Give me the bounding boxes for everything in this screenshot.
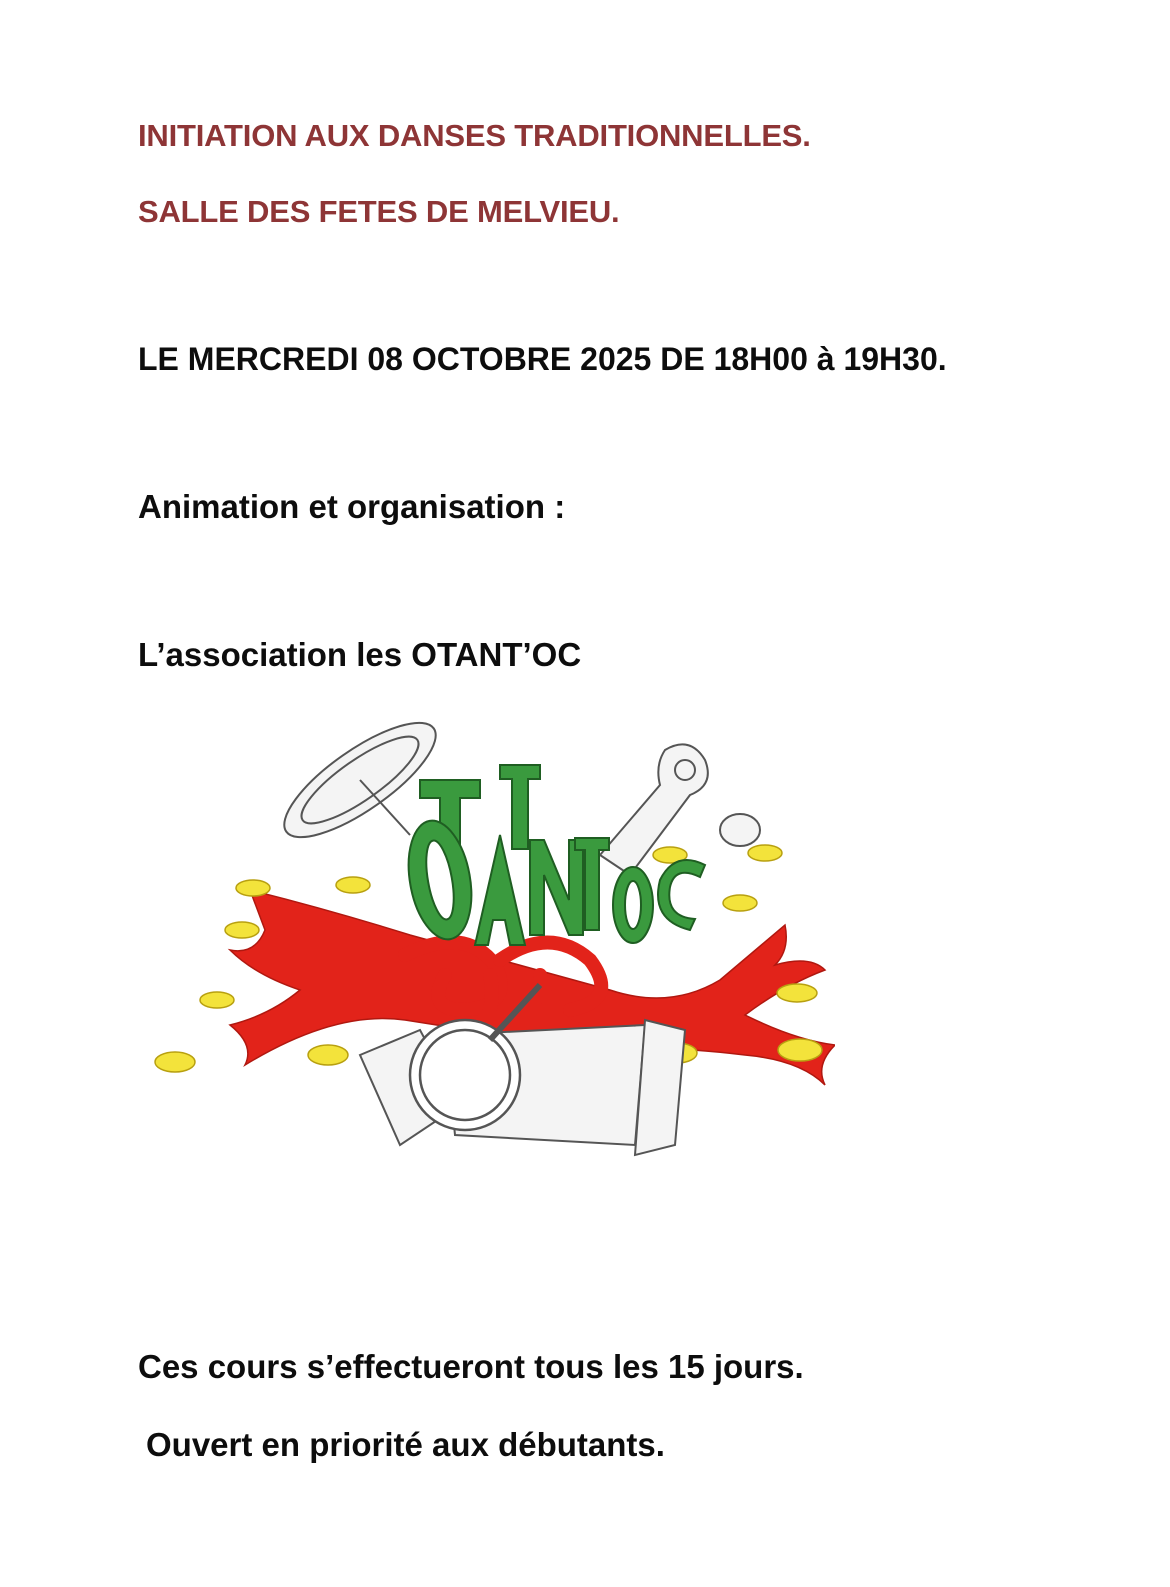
course-audience: Ouvert en priorité aux débutants. bbox=[146, 1426, 665, 1463]
organizer-heading: Animation et organisation : bbox=[138, 488, 566, 525]
accordion-illustration bbox=[360, 1020, 685, 1155]
organizer-name: L’association les OTANT’OC bbox=[138, 636, 582, 673]
course-frequency: Ces cours s’effectueront tous les 15 jours. bbox=[138, 1348, 804, 1385]
otantoc-logo bbox=[145, 705, 835, 1175]
event-title: INITIATION AUX DANSES TRADITIONNELLES. bbox=[138, 118, 811, 153]
event-date: LE MERCREDI 08 OCTOBRE 2025 DE 18H00 à 19H30. bbox=[138, 341, 947, 377]
event-venue: SALLE DES FETES DE MELVIEU. bbox=[138, 194, 620, 229]
